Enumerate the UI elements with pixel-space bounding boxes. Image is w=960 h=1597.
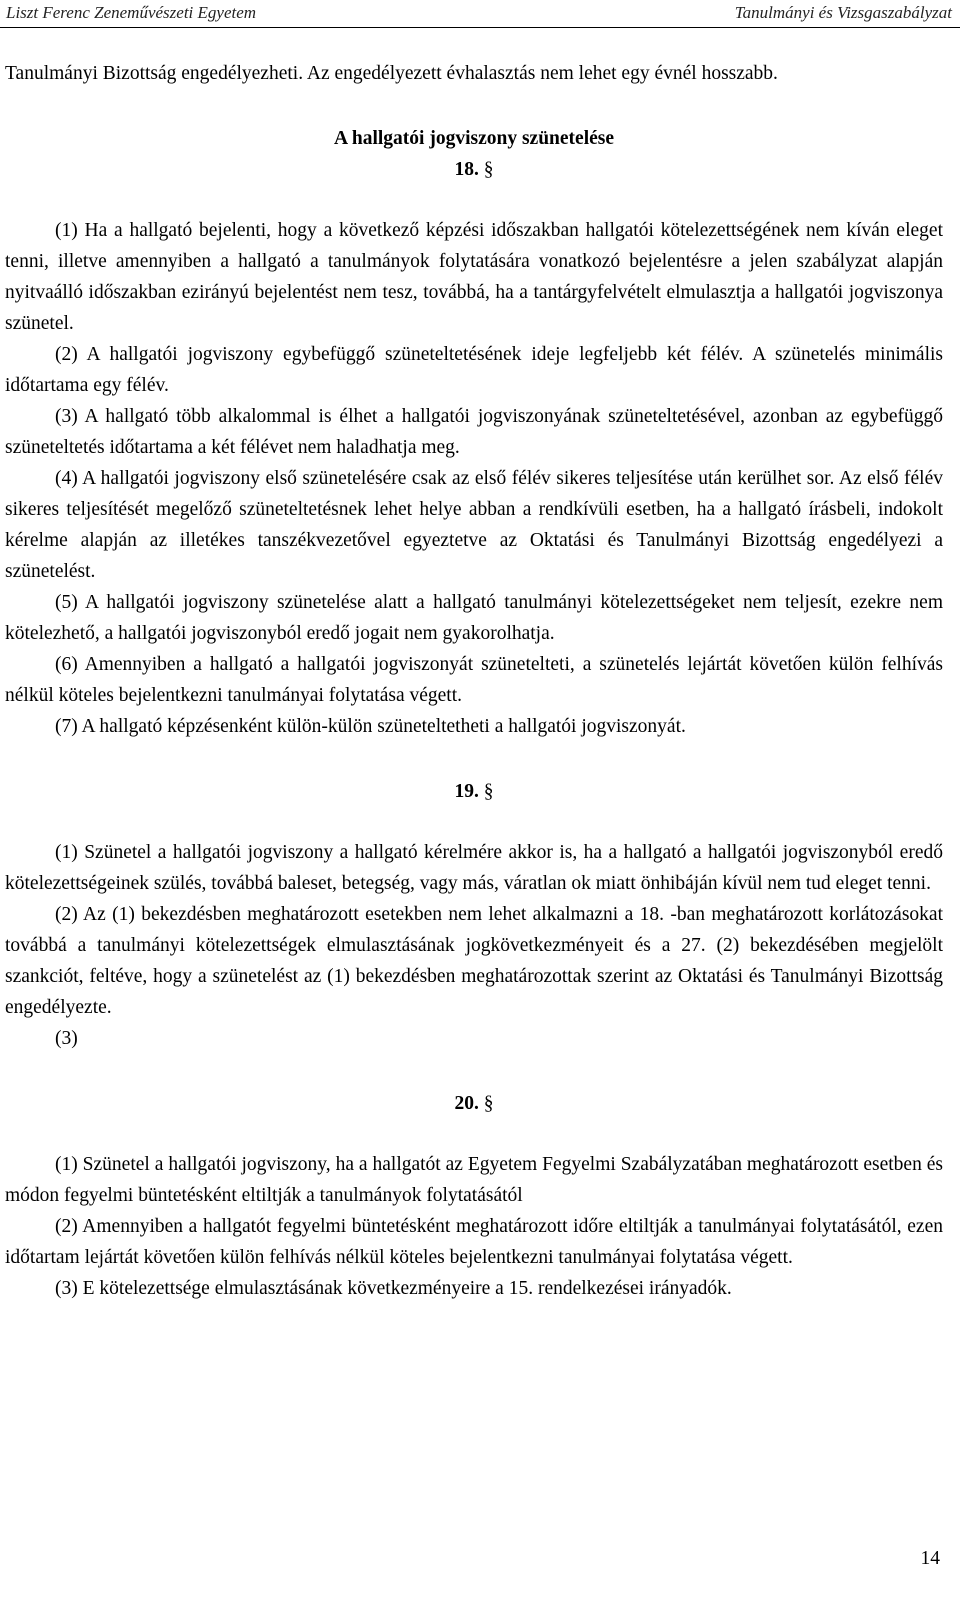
paragraph: (4) A hallgatói jogviszony első szünetelésére csak az első félév sikeres teljesítése után kerülhet sor. Az első félév sikeres teljesítését megelőző szüneteltetésnek lehet helye abban a rendkívüli esetben, ha a hallgató írásbeli, indokolt kérelme alapján az illetékes tanszékvezetővel egyeztetve az Oktatási és Tanulmányi Bizottság engedélyezi a szünetelést. — [5, 468, 943, 582]
intro-paragraph: Tanulmányi Bizottság engedélyezheti. Az engedélyezett évhalasztás nem lehet egy évnél hosszabb. — [5, 63, 778, 84]
section-number: 18. — [454, 159, 479, 180]
paragraph: (1) Szünetel a hallgatói jogviszony, ha a hallgatót az Egyetem Fegyelmi Szabályzatában meghatározott esetben és módon fegyelmi büntetésként eltiltják a tanulmányok folytatásától — [5, 1154, 943, 1206]
section-mark: § — [483, 159, 494, 180]
section-heading-19 — [5, 776, 943, 807]
paragraph: (3) A hallgató több alkalommal is élhet a hallgatói jogviszonyának szüneteltetésével, azonban az egybefüggő szüneteltetés időtartama a két félévet nem haladhatja meg. — [5, 406, 943, 458]
section-number: 20. — [454, 1093, 479, 1114]
header-document-title: Tanulmányi és Vizsgaszabályzat — [734, 3, 952, 22]
paragraph: (5) A hallgatói jogviszony szünetelése alatt a hallgató tanulmányi kötelezettségeket nem teljesít, ezekre nem kötelezhető, a hallgatói jogviszonyból eredő jogait nem gyakorolhatja. — [5, 592, 943, 644]
section-number: 19. — [454, 781, 479, 802]
paragraph: (6) Amennyiben a hallgató a hallgatói jogviszonyát szünetelteti, a szünetelés lejártát követően külön felhívás nélkül köteles bejelentkezni tanulmányai folytatása végett. — [5, 654, 943, 706]
page-number: 14 — [920, 1548, 940, 1569]
paragraph: (1) Ha a hallgató bejelenti, hogy a következő képzési időszakban hallgatói kötelezettségének nem kíván eleget tenni, illetve amennyiben a hallgató a tanulmányok folytatására vonatkozó bejelentésre a jelen szabályzat alapján nyitvaálló időszakban ezirányú bejelentést nem tesz, továbbá, ha a tantárgyfelvételt elmulasztja a hallgatói jogviszonya szünetel. — [5, 220, 943, 334]
section-mark: § — [483, 1093, 494, 1114]
paragraph: (3) E kötelezettsége elmulasztásának következményeire a 15. rendelkezései irányadók. — [55, 1278, 732, 1299]
section-mark: § — [483, 781, 494, 802]
page-header — [0, 0, 960, 28]
paragraph: (3) — [55, 1028, 78, 1049]
paragraph: (2) A hallgatói jogviszony egybefüggő szüneteltetésének ideje legfeljebb két félév. A szünetelés minimális időtartama egy félév. — [5, 344, 943, 396]
document-body — [5, 58, 943, 1304]
section-heading-20 — [5, 1088, 943, 1119]
section-heading-18 — [5, 154, 943, 185]
section-title: A hallgatói jogviszony szünetelése — [333, 128, 615, 149]
paragraph: (7) A hallgató képzésenként külön-külön szüneteltetheti a hallgatói jogviszonyát. — [55, 716, 686, 737]
paragraph: (2) Amennyiben a hallgatót fegyelmi büntetésként meghatározott időre eltiltják a tanulmányai folytatásától, ezen időtartam lejártát követően külön felhívás nélkül köteles bejelentkezni tanulmányai folytatása végett. — [5, 1216, 943, 1268]
paragraph: (2) Az (1) bekezdésben meghatározott esetekben nem lehet alkalmazni a 18. -ban meghatározott korlátozásokat továbbá a tanulmányi kötelezettségek elmulasztásának jogkövetkezményeit és a 27. (2) bekezdésében megjelölt szankciót, feltéve, hogy a szünetelést az (1) bekezdésben meghatározottak szerint az Oktatási és Tanulmányi Bizottság engedélyezte. — [5, 904, 943, 1018]
paragraph: (1) Szünetel a hallgatói jogviszony a hallgató kérelmére akkor is, ha a hallgató a hallgatói jogviszonyból eredő kötelezettségeinek szülés, továbbá baleset, betegség, vagy más, váratlan ok miatt önhibáján kívül nem tud eleget tenni. — [5, 842, 943, 894]
header-institution: Liszt Ferenc Zeneművészeti Egyetem — [6, 3, 257, 22]
